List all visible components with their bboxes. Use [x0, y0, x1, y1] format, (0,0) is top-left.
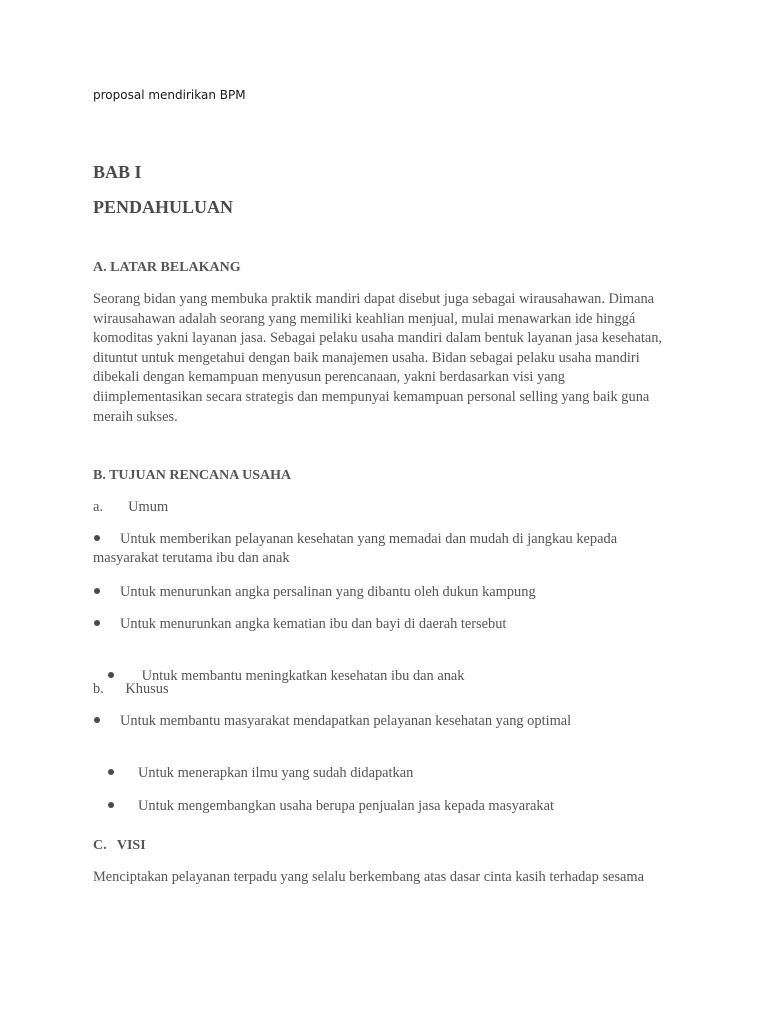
chapter-name: PENDAHULUAN	[93, 197, 234, 217]
list-item	[93, 778, 673, 835]
bullet-icon	[94, 588, 100, 594]
bullet-icon	[94, 535, 100, 541]
list-item-text: Untuk menurunkan angka kematian ibu dan bayi di daerah tersebut	[120, 616, 507, 632]
chapter-number: BAB I	[93, 162, 142, 182]
bullet-icon	[94, 717, 100, 723]
section-c-paragraph: Menciptakan pelayanan terpadu yang selalu berkembang atas dasar cinta kasih terhadap sesama	[93, 869, 645, 885]
list-item-text: Untuk menerapkan ilmu yang sudah didapatkan	[134, 765, 414, 781]
section-b-heading: B. TUJUAN RENCANA USAHA	[93, 468, 292, 483]
list-item-text: Untuk menurunkan angka persalinan yang dibantu oleh dukun kampung	[120, 584, 536, 600]
list-item	[93, 712, 673, 731]
list-item-text: Untuk mengembangkan usaha berupa penjualan jasa kepada masyarakat	[134, 798, 554, 814]
document-title: proposal mendirikan BPM	[93, 88, 246, 102]
list-item	[93, 648, 673, 705]
section-a-heading: A. LATAR BELAKANG	[93, 260, 241, 275]
list-item-text: Untuk membantu meningkatkan kesehatan ibu dan anak	[134, 668, 465, 684]
section-c-heading: C. VISI	[93, 838, 146, 853]
bullet-icon	[108, 672, 114, 678]
bullet-icon	[108, 802, 114, 808]
umum-label: a. Umum	[93, 499, 169, 515]
list-item	[93, 530, 673, 568]
list-item-text: Untuk membantu masyarakat mendapatkan pelayanan kesehatan yang optimal	[120, 713, 572, 729]
list-item	[93, 615, 673, 634]
section-a-paragraph: Seorang bidan yang membuka praktik mandiri dapat disebut juga sebagai wirausahawan. Dimana wirausahawan adalah seorang yang memiliki keahlian menjual, mulai menawarkan ide hinggá komoditas yakni layanan jasa. Sebagai pelaku usaha mandiri dalam bentuk layanan jasa kesehatan, dituntut untuk mengetahui dengan baik manajemen usaha. Bidan sebagai pelaku usaha mandiri dibekali dengan kemampuan menyusun perencanaan, yakni berdasarkan visi yang diimplementasikan secara strategis dan mempunyai kemampuan personal selling yang baik guna meraih sukses.	[93, 291, 663, 425]
khusus-label: b. Khusus	[93, 681, 169, 697]
bullet-icon	[108, 769, 114, 775]
bullet-icon	[94, 620, 100, 626]
list-item	[93, 583, 673, 602]
list-item-text: Untuk memberikan pelayanan kesehatan yang memadai dan mudah di jangkau kepada masyarakat terutama ibu dan anak	[93, 531, 618, 566]
